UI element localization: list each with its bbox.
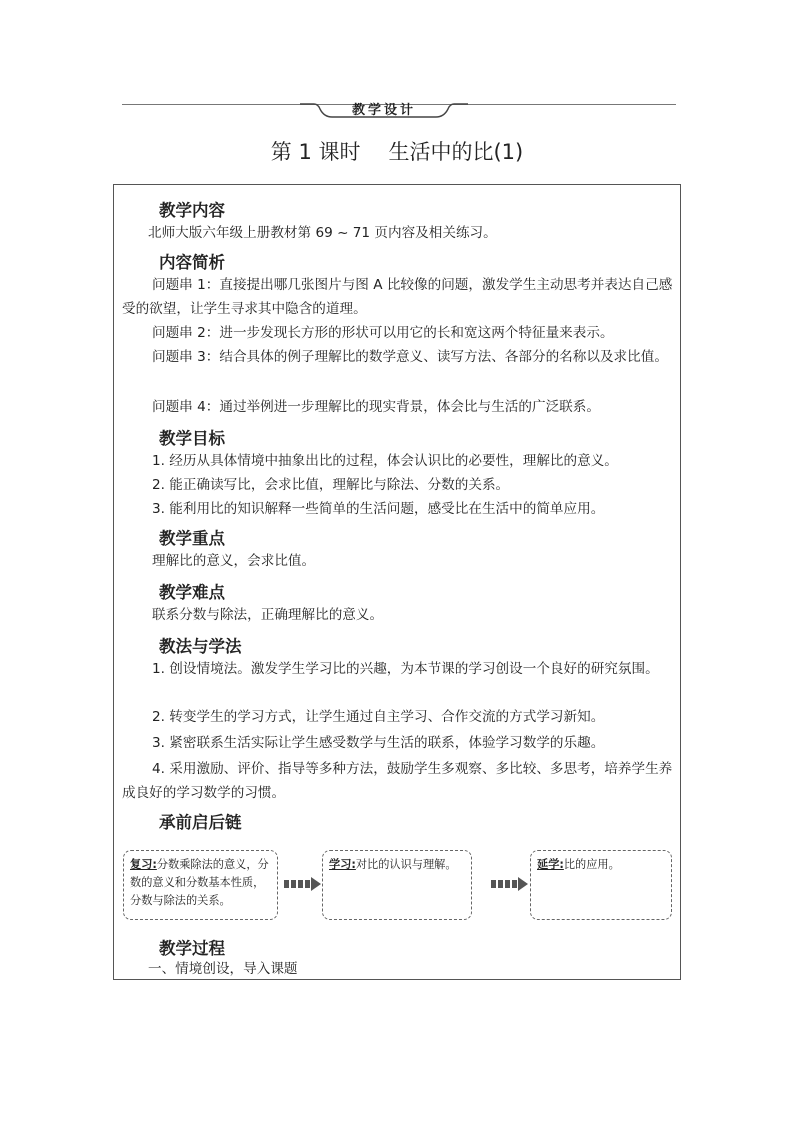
content-box	[113, 184, 681, 980]
header-tab-label: 教学设计	[351, 103, 416, 118]
link-box-review	[123, 850, 278, 920]
lesson-number: 第 1 课时	[270, 140, 361, 164]
process-step: 一、情境创设，导入课题	[148, 961, 298, 977]
section-heading-difficulty: 教学难点	[159, 583, 225, 602]
method-item: 3. 紧密联系生活实际让学生感受数学与生活的联系，体验学习数学的乐趣。	[152, 735, 605, 751]
study-text: 对比的认识与理解。	[355, 858, 457, 871]
goal-item: 3. 能利用比的知识解释一些简单的生活问题，感受比在生活中的简单应用。	[152, 501, 605, 517]
lesson-title	[0, 136, 794, 166]
section-heading-key-point: 教学重点	[159, 529, 225, 548]
lesson-topic: 生活中的比(1)	[388, 140, 524, 164]
content-text: 北师大版六年级上册教材第 69 ~ 71 页内容及相关练习。	[148, 225, 497, 241]
section-heading-links: 承前启后链	[159, 813, 242, 832]
study-label: 学习:	[329, 858, 356, 871]
method-item: 1. 创设情境法。激发学生学习比的兴趣，为本节课的学习创设一个良好的研究氛围。	[152, 661, 659, 677]
method-item: 2. 转变学生的学习方式，让学生通过自主学习、合作交流的方式学习新知。	[152, 709, 605, 725]
review-label: 复习:	[130, 858, 157, 871]
key-point-text: 理解比的意义，会求比值。	[152, 553, 316, 569]
goal-item: 2. 能正确读写比，会求比值，理解比与除法、分数的关系。	[152, 477, 510, 493]
flow-arrow-icon	[491, 877, 529, 891]
extend-label: 延学:	[537, 858, 564, 871]
goal-item: 1. 经历从具体情境中抽象出比的过程，体会认识比的必要性，理解比的意义。	[152, 453, 618, 469]
analysis-item: 问题串 3：结合具体的例子理解比的数学意义、读写方法、各部分的名称以及求比值。	[152, 349, 668, 365]
flow-arrow-icon	[284, 877, 322, 891]
link-box-study	[322, 850, 472, 920]
section-heading-goals: 教学目标	[159, 429, 225, 448]
analysis-item: 问题串 1：直接提出哪几张图片与图 A 比较像的问题，激发学生主动思考并表达自己感受的欲望，让学生寻求其中隐含的道理。	[122, 277, 673, 317]
analysis-item: 问题串 2：进一步发现长方形的形状可以用它的长和宽这两个特征量来表示。	[152, 325, 614, 341]
review-text: 分数乘除法的意义，分数的意义和分数基本性质，分数与除法的关系。	[130, 858, 269, 907]
header-tab	[300, 97, 468, 119]
section-heading-process: 教学过程	[159, 939, 225, 958]
link-box-extend	[530, 850, 672, 920]
extend-text: 比的应用。	[563, 858, 620, 871]
section-heading-analysis: 内容简析	[159, 253, 225, 272]
section-heading-methods: 教法与学法	[159, 637, 242, 656]
section-heading-content: 教学内容	[159, 201, 225, 220]
method-item: 4. 采用激励、评价、指导等多种方法，鼓励学生多观察、多比较、多思考，培养学生养成良好的学习数学的习惯。	[122, 761, 673, 801]
difficulty-text: 联系分数与除法，正确理解比的意义。	[152, 607, 384, 623]
analysis-item: 问题串 4：通过举例进一步理解比的现实背景，体会比与生活的广泛联系。	[152, 399, 600, 415]
